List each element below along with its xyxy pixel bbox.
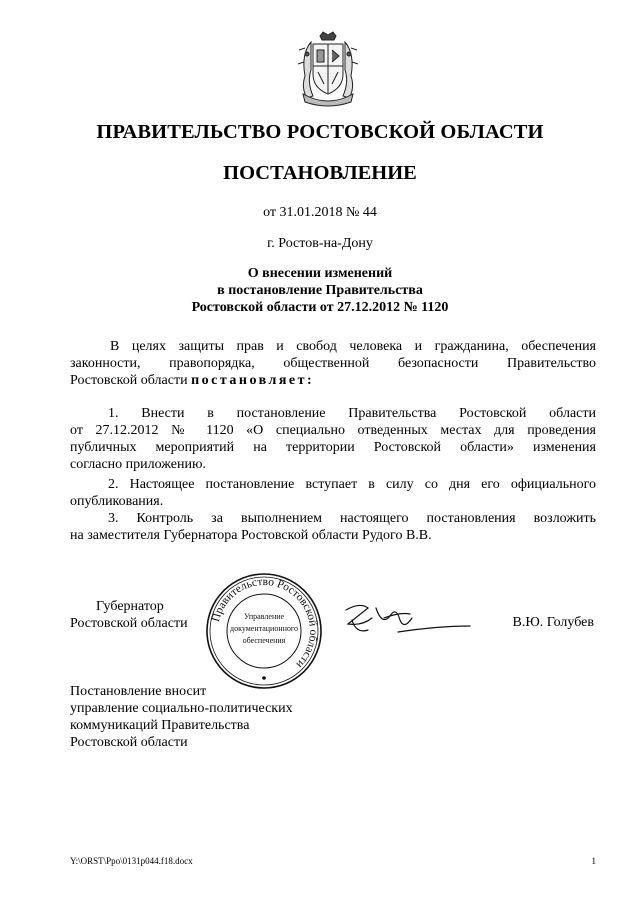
paragraph-line: 1. Внести в постановление Правительства Ростовской области — [108, 406, 596, 421]
subject-line: О внесении изменений — [247, 266, 393, 281]
stamp-center-line: обеспечения — [242, 636, 286, 645]
stamp-center-line: Управление — [243, 612, 285, 621]
governor-title-line: Ростовской области — [70, 616, 188, 631]
document-type-title: ПОСТАНОВЛЕНИЕ — [223, 162, 417, 184]
document-date-number: от 31.01.2018 № 44 — [263, 205, 377, 220]
note-line: коммуникаций Правительства — [70, 718, 250, 733]
governor-name: В.Ю. Голубев — [512, 615, 594, 630]
clause-3-paragraph — [70, 510, 596, 544]
paragraph-line: В целях защиты прав и свобод человека и гражданина, обеспечения — [110, 339, 596, 354]
stamp-ring-path: Правительство Ростовской области — [209, 575, 320, 671]
note-line: управление социально-политических — [70, 701, 293, 716]
paragraph-line: на заместителя Губернатора Ростовской области Рудого В.В. — [70, 528, 432, 543]
submitter-note — [70, 683, 293, 751]
resolves-keyword: постановляет: — [191, 373, 315, 388]
note-line: Ростовской области — [70, 735, 188, 750]
preamble-paragraph — [70, 338, 596, 389]
stamp-center-line: документационного — [230, 624, 298, 633]
paragraph-line: публичных мероприятий на территории Ростовской области» изменения — [70, 440, 596, 455]
government-title: ПРАВИТЕЛЬСТВО РОСТОВСКОЙ ОБЛАСТИ — [96, 121, 544, 143]
paragraph-line: законности, правопорядка, общественной безопасности Правительство — [70, 356, 596, 371]
preamble-text: Ростовской области — [70, 373, 192, 388]
paragraph-line: 3. Контроль за выполнением настоящего постановления возложить — [108, 511, 596, 526]
note-line: Постановление вносит — [70, 684, 207, 699]
document-subject — [150, 265, 490, 316]
governor-title-line: Губернатор — [96, 599, 164, 614]
clause-2-paragraph — [70, 476, 596, 510]
handwritten-signature — [338, 596, 478, 640]
paragraph-line: 2. Настоящее постановление вступает в силу со дня его официального — [108, 477, 596, 492]
subject-line: Ростовской области от 27.12.2012 № 1120 — [191, 300, 449, 315]
paragraph-line: согласно приложению. — [70, 457, 206, 472]
clause-1-paragraph — [70, 405, 596, 473]
document-city: г. Ростов-на-Дону — [267, 236, 373, 251]
subject-line: в постановление Правительства — [217, 283, 423, 298]
official-stamp — [200, 572, 328, 690]
governor-title — [70, 598, 188, 632]
file-path: Y:\ORST\Ppo\0131p044.f18.docx — [70, 856, 193, 866]
paragraph-line: опубликования. — [70, 494, 164, 509]
coat-of-arms-emblem — [293, 30, 363, 108]
paragraph-line: от 27.12.2012 № 1120 «О специально отведенных местах для проведения — [70, 423, 596, 438]
page-number: 1 — [591, 856, 596, 866]
paragraph-line — [70, 372, 596, 389]
